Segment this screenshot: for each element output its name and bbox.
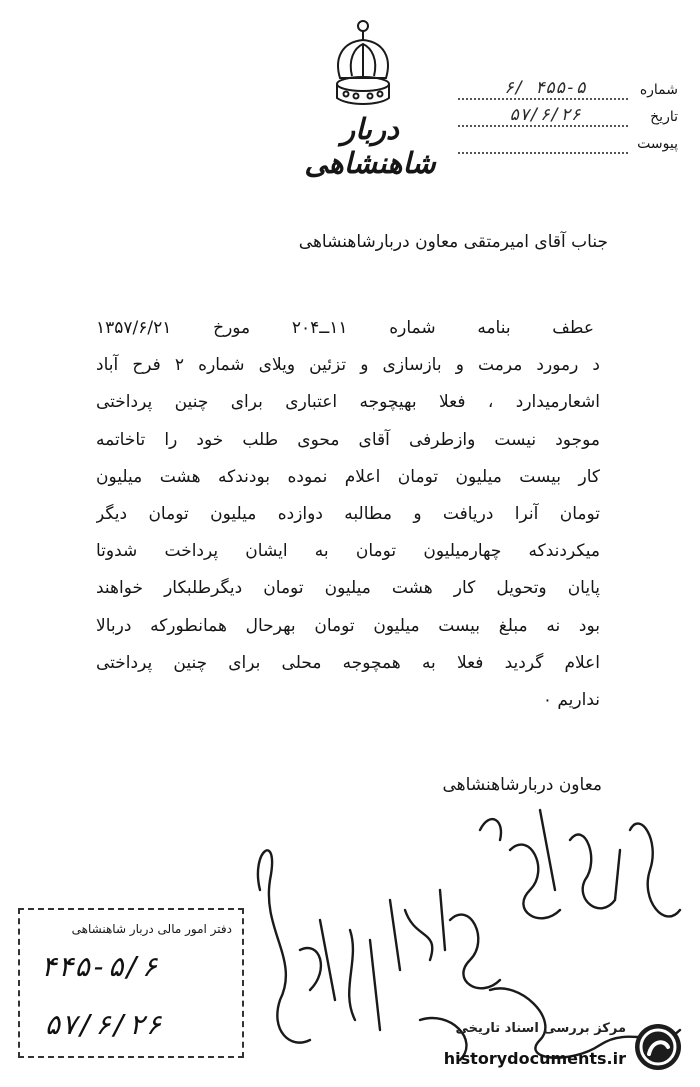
attachment-dotted-line bbox=[458, 152, 628, 154]
attachment-label: پیوست bbox=[637, 136, 678, 152]
letter-body bbox=[96, 310, 600, 719]
reference-meta bbox=[450, 80, 678, 161]
body-line: تومان آنرا دریافت و مطالبه دوازده میلیون تومان دیگر bbox=[96, 503, 600, 524]
date-label: تاریخ bbox=[650, 109, 678, 125]
body-line: میکردندکه چهارمیلیون تومان به ایشان پرداخت شدوتا bbox=[96, 541, 600, 562]
body-line: کار بیست میلیون تومان اعلام نموده بودندکه هشت میلیون bbox=[96, 466, 600, 487]
date-row bbox=[450, 107, 678, 134]
registry-stamp bbox=[18, 908, 244, 1058]
body-line: موجود نیست وازطرفی آقای محوی طلب خود را تاخاتمه bbox=[96, 429, 600, 450]
salutation: جناب آقای امیرمتقی معاون دربارشاهنشاهی bbox=[298, 232, 608, 252]
stamp-heading: دفتر امور مالی دربار شاهنشاهی bbox=[71, 922, 232, 936]
watermark-url: historydocuments.ir bbox=[443, 1049, 626, 1068]
stamp-date: ۵۷/۶/۲۶ bbox=[44, 1008, 163, 1041]
number-value: ۴۵۵-۵ /۶ bbox=[504, 78, 586, 98]
archive-logo-icon bbox=[632, 1021, 684, 1073]
body-line: د رمورد مرمت و بازسازی و تزئین ویلای شماره ۲ فرح آباد bbox=[96, 355, 600, 376]
number-row bbox=[450, 80, 678, 107]
body-line: بود نه مبلغ بیست میلیون تومان بهرحال همانطورکه دربالا bbox=[96, 615, 600, 636]
archive-watermark bbox=[398, 1017, 688, 1081]
attachment-row bbox=[450, 134, 678, 161]
date-dotted-line bbox=[458, 125, 628, 127]
crown-emblem-icon bbox=[328, 18, 398, 108]
watermark-org-name: مرکز بررسی اسناد تاریخی bbox=[455, 1021, 626, 1036]
letterhead-title: دربار شاهنشاهی bbox=[304, 112, 436, 180]
stamp-number: ۴۴۵-۵/۶ bbox=[40, 950, 159, 983]
body-line: اشعارمیدارد ، فعلا بهیچوجه اعتباری برای چنین پرداختی bbox=[96, 392, 600, 413]
number-label: شماره bbox=[639, 82, 678, 98]
number-dotted-line bbox=[458, 98, 628, 100]
body-line: اعلام گردید فعلا به همچوجه محلی برای چنین پرداختی bbox=[96, 652, 600, 673]
body-line: پایان وتحویل کار هشت میلیون تومان دیگرطلبکار خواهند bbox=[96, 578, 600, 599]
body-line: عطف بنامه شماره ۱۱ــ۲۰۴ مورخ ۱۳۵۷/۶/۲۱ bbox=[96, 318, 594, 338]
signer-title: معاون دربارشاهنشاهی bbox=[442, 775, 602, 795]
date-value: ۵۷/۶/۲۶ bbox=[509, 105, 581, 125]
body-line: نداریم ٠ bbox=[542, 689, 600, 710]
